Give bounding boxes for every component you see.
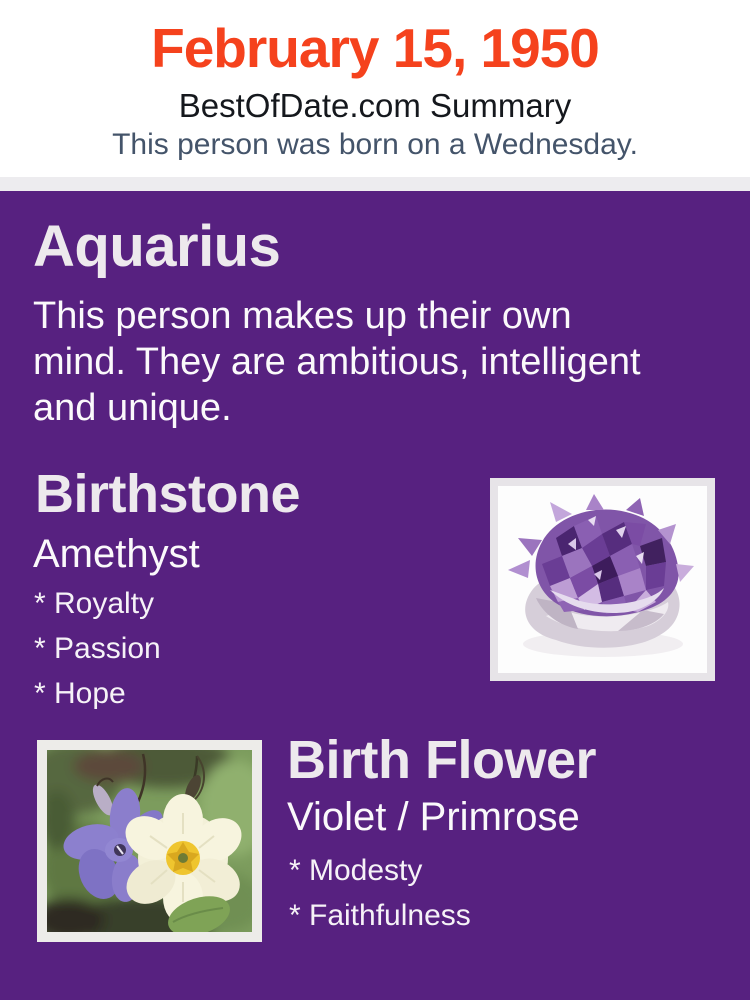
birth-flower-trait: * Modesty <box>289 854 423 887</box>
birthstone-name: Amethyst <box>33 532 200 576</box>
birth-flower-trait: * Faithfulness <box>289 899 471 932</box>
amethyst-photo <box>490 478 715 681</box>
born-day-note: This person was born on a Wednesday. <box>112 128 638 161</box>
amethyst-crystal-illustration <box>498 486 707 673</box>
birthstone-heading: Birthstone <box>35 464 300 524</box>
details-section <box>0 191 750 1000</box>
birthstone-trait: * Passion <box>34 632 161 665</box>
birthstone-trait: * Hope <box>34 677 126 710</box>
birth-flower-heading: Birth Flower <box>287 730 597 790</box>
zodiac-sign-heading: Aquarius <box>33 214 281 279</box>
violet-primrose-photo <box>37 740 262 942</box>
header <box>0 0 750 177</box>
birthstone-trait: * Royalty <box>34 587 155 620</box>
violet-primrose-illustration <box>47 750 252 932</box>
birth-flower-name: Violet / Primrose <box>287 795 580 839</box>
zodiac-description: This person makes up their own mind. They are ambitious, intelligent and unique. <box>33 295 641 429</box>
header-divider <box>0 177 750 191</box>
site-summary-title: BestOfDate.com Summary <box>178 87 572 124</box>
date-title: February 15, 1950 <box>151 17 599 79</box>
